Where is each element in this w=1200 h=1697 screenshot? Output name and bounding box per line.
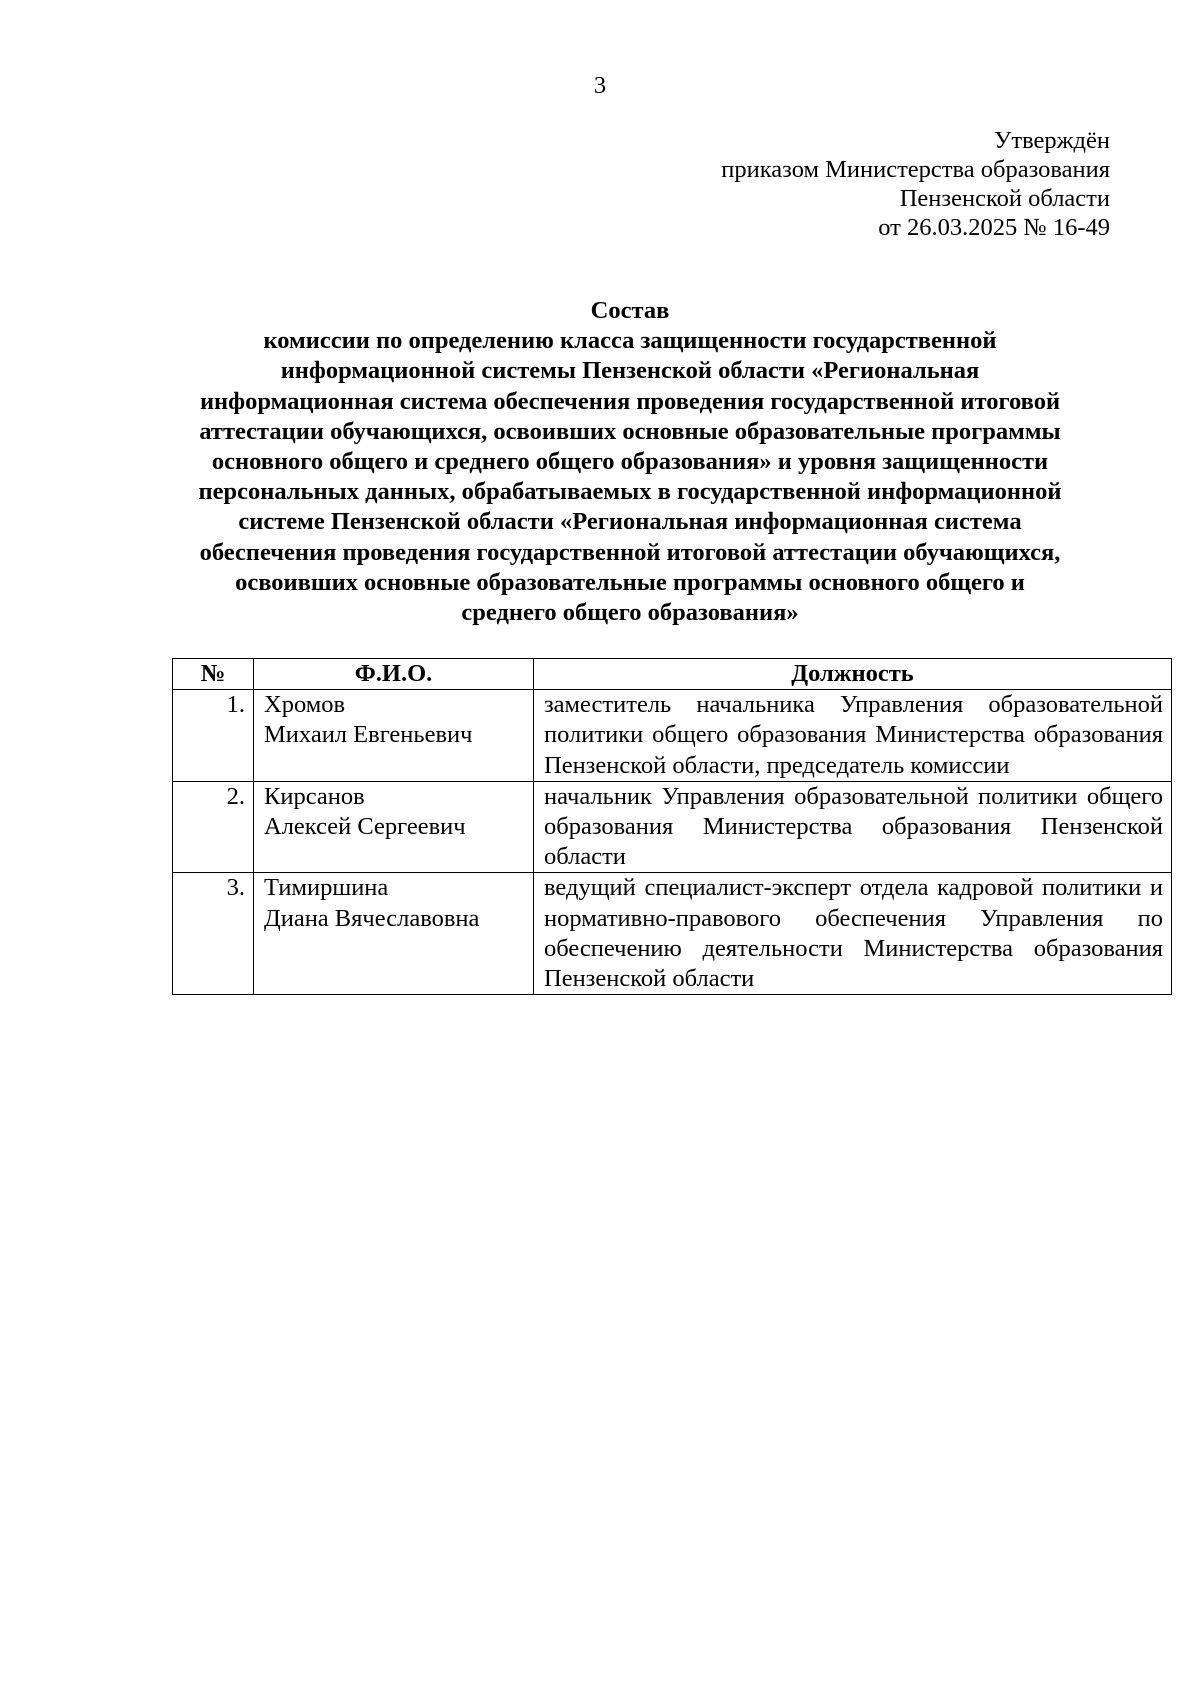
title-line: аттестации обучающихся, освоивших основные образовательные программы bbox=[199, 417, 1061, 445]
title-line: системе Пензенской области «Региональная информационная система bbox=[238, 508, 1022, 536]
approval-line-2: приказом Министерства образования bbox=[721, 156, 1110, 183]
row-number: 3. bbox=[173, 873, 254, 995]
row-number: 1. bbox=[173, 690, 254, 782]
approval-line-4: от 26.03.2025 № 16-49 bbox=[878, 214, 1110, 241]
member-surname: Тимиршина bbox=[264, 874, 389, 902]
title-line: информационная система обеспечения проведения государственной итоговой bbox=[199, 387, 1061, 415]
header-number: № bbox=[173, 659, 254, 690]
table-row bbox=[173, 781, 1172, 873]
member-name bbox=[254, 690, 534, 782]
table-row bbox=[173, 690, 1172, 782]
title-line: комиссии по определению класса защищенности государственной bbox=[263, 327, 997, 355]
page-number: 3 bbox=[593, 72, 607, 99]
member-position: заместитель начальника Управления образовательной политики общего образования Министерства образования Пензенской области, председатель комиссии bbox=[534, 690, 1172, 782]
title-line: освоивших основные образовательные программы основного общего и bbox=[235, 568, 1025, 596]
member-surname: Хромов bbox=[264, 691, 346, 719]
commission-members-table bbox=[172, 658, 1172, 995]
title-line: персональных данных, обрабатываемых в государственной информационной bbox=[198, 478, 1062, 506]
member-position: ведущий специалист-эксперт отдела кадровой политики и нормативно-правового обеспечения Управления по обеспечению деятельности Министерства образования Пензенской области bbox=[534, 873, 1172, 995]
approval-stamp bbox=[721, 126, 1110, 242]
title-line: информационной системы Пензенской области «Региональная bbox=[280, 357, 980, 385]
header-position: Должность bbox=[534, 659, 1172, 690]
title-heading: Состав bbox=[590, 297, 670, 324]
member-position: начальник Управления образовательной политики общего образования Министерства образования Пензенской области bbox=[534, 781, 1172, 873]
member-name bbox=[254, 781, 534, 873]
member-given-names: Диана Вячеславовна bbox=[264, 904, 480, 932]
member-given-names: Алексей Сергеевич bbox=[264, 813, 466, 841]
approval-line-1: Утверждён bbox=[994, 127, 1110, 154]
member-surname: Кирсанов bbox=[264, 782, 365, 810]
row-number: 2. bbox=[173, 781, 254, 873]
approval-line-3: Пензенской области bbox=[899, 185, 1110, 212]
title-line: обеспечения проведения государственной итоговой аттестации обучающихся, bbox=[199, 538, 1061, 566]
title-line: среднего общего образования» bbox=[461, 599, 799, 627]
header-full-name: Ф.И.О. bbox=[254, 659, 534, 690]
table-header-row bbox=[173, 659, 1172, 690]
member-given-names: Михаил Евгеньевич bbox=[264, 721, 473, 749]
table-row bbox=[173, 873, 1172, 995]
document-title bbox=[160, 296, 1100, 628]
member-name bbox=[254, 873, 534, 995]
title-line: основного общего и среднего общего образования» и уровня защищенности bbox=[211, 448, 1049, 476]
